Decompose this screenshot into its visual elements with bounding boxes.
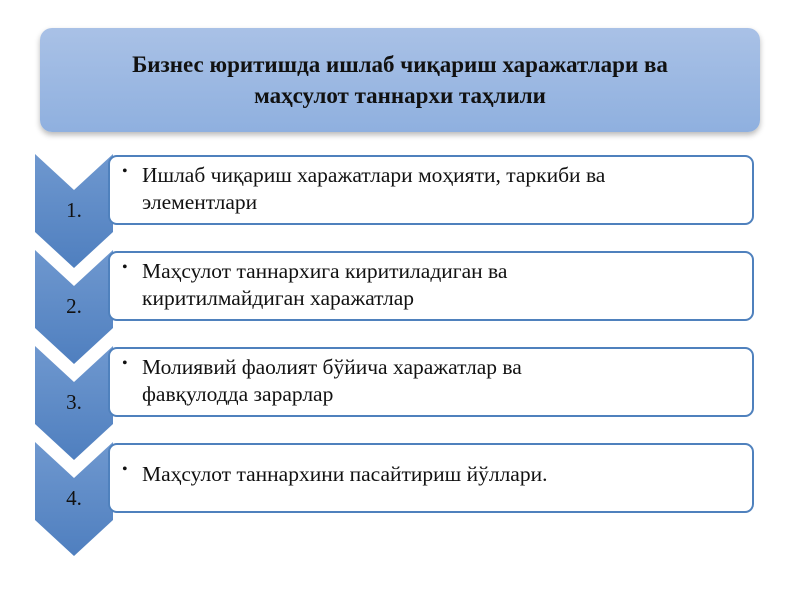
item-text-4: Маҳсулот таннархини пасайтириш йўллари. bbox=[142, 462, 548, 486]
step-number-1: 1. bbox=[66, 198, 82, 222]
step-number-2: 2. bbox=[66, 294, 82, 318]
chevron-step-4 bbox=[35, 442, 113, 556]
bullet-3: • bbox=[122, 355, 128, 372]
diagram-title: Бизнес юритишда ишлаб чиқариш харажатлари ва маҳсулот таннархи таҳлили bbox=[132, 52, 668, 108]
item-box-3 bbox=[108, 347, 754, 417]
item-box-2 bbox=[108, 251, 754, 321]
bullet-2: • bbox=[122, 259, 128, 276]
item-text-1: Ишлаб чиқариш харажатлари моҳияти, таркиби ва элементлари bbox=[142, 163, 606, 214]
item-box-4 bbox=[108, 443, 754, 513]
step-number-4: 4. bbox=[66, 486, 82, 510]
title-box bbox=[40, 28, 760, 132]
item-text-3: Молиявий фаолият бўйича харажатлар ва фавқулодда зарарлар bbox=[142, 355, 522, 406]
bullet-1: • bbox=[122, 163, 128, 180]
bullet-4: • bbox=[122, 461, 128, 478]
step-number-3: 3. bbox=[66, 390, 82, 414]
item-text-2: Маҳсулот таннархига киритиладиган ва киритилмайдиган харажатлар bbox=[142, 259, 508, 310]
item-box-1 bbox=[108, 155, 754, 225]
